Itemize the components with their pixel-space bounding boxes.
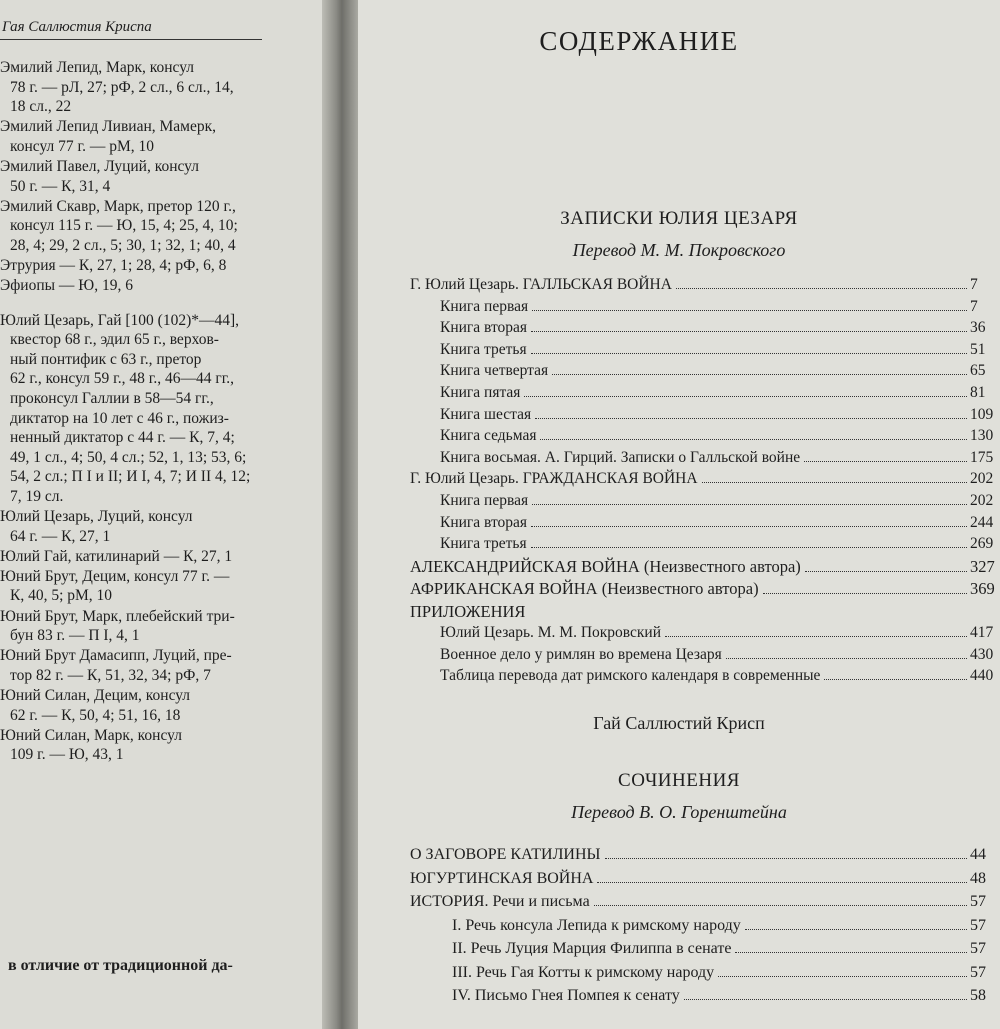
toc-leader-dots	[524, 396, 967, 397]
toc-entry-label: Книга третья	[440, 340, 527, 358]
toc-entry	[410, 406, 1000, 428]
toc-page-number: 269	[970, 535, 994, 553]
toc-entry	[410, 602, 1000, 625]
toc-page-number: 44	[970, 846, 986, 863]
index-entry-line: Эмилий Павел, Луций, консул	[0, 157, 199, 175]
index-entry-line: 109 г. — Ю, 43, 1	[10, 746, 124, 764]
toc-leader-dots	[745, 929, 967, 930]
toc-page-number: 57	[970, 916, 986, 934]
section2-translator: Перевод В. О. Горенштейна	[571, 802, 787, 822]
footnote-fragment: в отличие от традиционной да-	[8, 957, 233, 974]
index-entry	[0, 117, 290, 156]
index-entry	[0, 646, 290, 685]
toc-page-number: 48	[970, 869, 986, 887]
toc-page-number: 202	[970, 491, 994, 509]
running-head-rule	[0, 39, 262, 40]
index-entry-line: Эфиопы — Ю, 19, 6	[0, 277, 133, 295]
toc-page-number: 244	[970, 513, 994, 531]
toc-leader-dots	[665, 636, 967, 637]
toc-entry	[410, 579, 1000, 602]
index-entry-line: Юний Брут, Марк, плебейский три-	[0, 607, 235, 625]
index-entry-line: Этрурия — К, 27, 1; 28, 4; рФ, 6, 8	[0, 256, 227, 274]
toc-entry	[410, 449, 1000, 471]
toc-page-number: 175	[970, 448, 994, 466]
toc-leader-dots	[735, 952, 967, 953]
toc-page-number: 7	[970, 276, 978, 293]
toc-leader-dots	[676, 288, 967, 289]
toc-entry	[410, 870, 1000, 894]
index-entry-line: Юлий Цезарь, Гай [100 (102)*—44],	[0, 311, 240, 329]
section2-author: Гай Саллюстий Крисп	[593, 713, 765, 733]
toc-leader-dots	[531, 526, 967, 527]
toc-entry-label: Книга вторая	[440, 513, 528, 531]
section2-heading: СОЧИНЕНИЯ	[618, 770, 740, 791]
toc-entry-label: ЮГУРТИНСКАЯ ВОЙНА	[410, 869, 594, 887]
toc-leader-dots	[594, 905, 967, 906]
index-entry	[0, 547, 290, 567]
toc-entry-label: Таблица перевода дат римского календаря в современные	[440, 667, 821, 685]
toc-leader-dots	[726, 658, 967, 659]
index-entry	[0, 686, 290, 725]
index-entry-line: 18 сл., 22	[10, 98, 72, 116]
index-entry-line: Эмилий Лепид Ливиан, Мамерк,	[0, 118, 217, 136]
index-entry	[0, 197, 290, 256]
toc-page-number: 7	[970, 297, 978, 315]
index-entry-line: консул 115 г. — Ю, 15, 4; 25, 4, 10;	[10, 217, 238, 235]
toc-page-number: 81	[970, 383, 986, 401]
name-index	[0, 58, 290, 765]
section1-translator: Перевод М. М. Покровского	[572, 240, 786, 260]
toc-entry	[410, 298, 1000, 320]
toc-entry-label: ПРИЛОЖЕНИЯ	[410, 601, 526, 621]
index-entry-line: ненный диктатор с 44 г. — К, 7, 4;	[10, 429, 235, 447]
index-entry	[0, 607, 290, 646]
toc-page-number: 327	[970, 556, 995, 576]
toc-leader-dots	[718, 976, 967, 977]
index-entry-line: Юний Силан, Марк, консул	[0, 726, 182, 744]
toc-page-number: 130	[970, 427, 994, 445]
toc-entry	[410, 276, 1000, 298]
toc-leader-dots	[805, 571, 967, 572]
index-entry	[0, 276, 290, 296]
toc-entry	[410, 624, 1000, 646]
index-entry-line: Эмилий Лепид, Марк, консул	[0, 59, 195, 76]
toc-leader-dots	[552, 374, 967, 375]
toc-page-number: 57	[970, 893, 986, 910]
toc-page-number: 440	[970, 667, 994, 685]
toc-leader-dots	[531, 331, 967, 332]
index-entry-line: 62 г., консул 59 г., 48 г., 46—44 гг.,	[10, 370, 235, 388]
index-entry-line: проконсул Галлии в 58—54 гг.,	[10, 390, 214, 407]
toc-entry-label: Книга вторая	[440, 319, 528, 337]
toc-leader-dots	[531, 547, 967, 548]
toc-entry	[410, 362, 1000, 384]
toc-page-number: 417	[970, 624, 994, 642]
toc-leader-dots	[532, 504, 967, 505]
toc-leader-dots	[531, 353, 967, 354]
toc-entry-label: III. Речь Гая Котты к римскому народу	[452, 963, 715, 981]
index-entry	[0, 507, 290, 546]
toc-leader-dots	[532, 310, 967, 311]
toc-leader-dots	[597, 882, 967, 883]
toc-entry-label: IV. Письмо Гнея Помпея к сенату	[452, 987, 680, 1004]
index-entry	[0, 726, 290, 765]
index-entry-line: тор 82 г. — К, 51, 32, 34; рФ, 7	[10, 666, 211, 684]
index-entry-line: 64 г. — К, 27, 1	[10, 527, 111, 545]
toc-entry-label: АЛЕКСАНДРИЙСКАЯ ВОЙНА (Неизвестного автора)	[410, 556, 801, 576]
toc-page-number: 36	[970, 319, 986, 337]
toc-entry	[410, 319, 1000, 341]
index-entry-line: 50 г. — К, 31, 4	[10, 177, 111, 195]
toc-page-number: 202	[970, 470, 994, 488]
toc-leader-dots	[763, 593, 967, 594]
toc-entry-label: II. Речь Луция Марция Филиппа в сенате	[452, 940, 732, 957]
toc-leader-dots	[535, 418, 967, 419]
toc-entry-label: Г. Юлий Цезарь. ГРАЖДАНСКАЯ ВОЙНА	[410, 470, 698, 488]
index-entry	[0, 58, 290, 117]
toc-entry-label: Юлий Цезарь. М. М. Покровский	[440, 624, 662, 642]
index-entry-line: 49, 1 сл., 4; 50, 4 сл.; 52, 1, 13; 53, 6;	[10, 448, 247, 466]
toc-entry-label: Книга пятая	[440, 383, 521, 401]
toc-entry-label: О ЗАГОВОРЕ КАТИЛИНЫ	[410, 846, 601, 863]
toc-entry-label: Военное дело у римлян во времена Цезаря	[440, 645, 722, 663]
toc-entry-label: Книга седьмая	[440, 427, 537, 445]
toc-leader-dots	[824, 679, 967, 680]
toc-section1	[410, 276, 1000, 689]
index-entry-line: К, 40, 5; рМ, 10	[10, 587, 113, 605]
contents-title: СОДЕРЖАНИЕ	[539, 26, 739, 56]
index-entry-line: ный понтифик с 63 г., претор	[10, 350, 202, 368]
index-entry-line: 28, 4; 29, 2 сл., 5; 30, 1; 32, 1; 40, 4	[10, 236, 236, 254]
toc-entry	[410, 470, 1000, 492]
index-entry-line: Юлий Гай, катилинарий — К, 27, 1	[0, 547, 233, 565]
toc-entry	[410, 427, 1000, 449]
toc-entry	[410, 646, 1000, 668]
toc-entry	[410, 557, 1000, 580]
toc-page-number: 57	[970, 940, 986, 957]
toc-section2	[410, 846, 1000, 1011]
toc-entry	[410, 514, 1000, 536]
toc-entry-label: Книга третья	[440, 535, 527, 553]
index-entry-line: 54, 2 сл.; П I и II; И I, 4, 7; И II 4, 12;	[10, 468, 251, 486]
index-entry-line: квестор 68 г., эдил 65 г., верхов-	[10, 331, 219, 349]
toc-entry-label: АФРИКАНСКАЯ ВОЙНА (Неизвестного автора)	[410, 579, 759, 599]
index-entry-line: 62 г. — К, 50, 4; 51, 16, 18	[10, 706, 181, 724]
index-entry-line: 7, 19 сл.	[10, 487, 64, 505]
toc-entry-label: Книга шестая	[440, 405, 532, 423]
toc-entry	[410, 535, 1000, 557]
left-page	[0, 0, 322, 1029]
toc-entry	[410, 846, 1000, 870]
toc-entry	[410, 492, 1000, 514]
index-entry-line: диктатор на 10 лет с 46 г., пожиз-	[10, 409, 229, 427]
toc-entry	[410, 917, 1000, 941]
toc-entry	[410, 384, 1000, 406]
toc-entry	[410, 987, 1000, 1011]
toc-leader-dots	[684, 999, 967, 1000]
toc-leader-dots	[605, 858, 968, 859]
toc-entry-label: Книга первая	[440, 297, 529, 315]
toc-page-number: 369	[970, 579, 995, 599]
section1-heading: ЗАПИСКИ ЮЛИЯ ЦЕЗАРЯ	[560, 208, 798, 229]
index-entry	[0, 311, 290, 507]
running-head: Гая Саллюстия Криспа	[2, 19, 152, 35]
toc-entry	[410, 964, 1000, 988]
index-entry-line: Юний Брут Дамасипп, Луций, пре-	[0, 647, 232, 665]
book-gutter	[322, 0, 358, 1029]
index-entry-line: консул 77 г. — рМ, 10	[10, 137, 155, 155]
toc-entry-label: ИСТОРИЯ. Речи и письма	[410, 893, 590, 910]
index-entry-line: Юний Брут, Децим, консул 77 г. —	[0, 567, 230, 585]
index-entry-line: Эмилий Скавр, Марк, претор 120 г.,	[0, 197, 236, 215]
toc-entry	[410, 893, 1000, 917]
index-entry	[0, 567, 290, 606]
toc-page-number: 51	[970, 340, 986, 358]
toc-page-number: 430	[970, 645, 994, 663]
toc-entry-label: Книга восьмая. А. Гирций. Записки о Галльской войне	[440, 448, 801, 466]
toc-page-number: 65	[970, 362, 986, 380]
index-entry	[0, 157, 290, 196]
toc-entry-label: I. Речь консула Лепида к римскому народу	[452, 916, 741, 934]
toc-page-number: 109	[970, 405, 994, 423]
toc-leader-dots	[540, 439, 967, 440]
right-page	[358, 0, 1000, 1029]
index-entry	[0, 256, 290, 276]
toc-entry-label: Книга четвертая	[440, 362, 549, 380]
toc-leader-dots	[804, 461, 967, 462]
toc-entry	[410, 341, 1000, 363]
index-entry-line: бун 83 г. — П I, 4, 1	[10, 627, 140, 645]
toc-entry	[410, 940, 1000, 964]
index-entry-line: 78 г. — рЛ, 27; рФ, 2 сл., 6 сл., 14,	[10, 78, 234, 96]
toc-page-number: 57	[970, 963, 986, 981]
toc-leader-dots	[702, 482, 967, 483]
toc-page-number: 58	[970, 987, 986, 1004]
toc-entry-label: Книга первая	[440, 491, 529, 509]
toc-entry-label: Г. Юлий Цезарь. ГАЛЛЬСКАЯ ВОЙНА	[410, 276, 672, 293]
index-entry-line: Юний Силан, Децим, консул	[0, 686, 191, 704]
index-entry-line: Юлий Цезарь, Луций, консул	[0, 508, 193, 526]
toc-entry	[410, 667, 1000, 689]
